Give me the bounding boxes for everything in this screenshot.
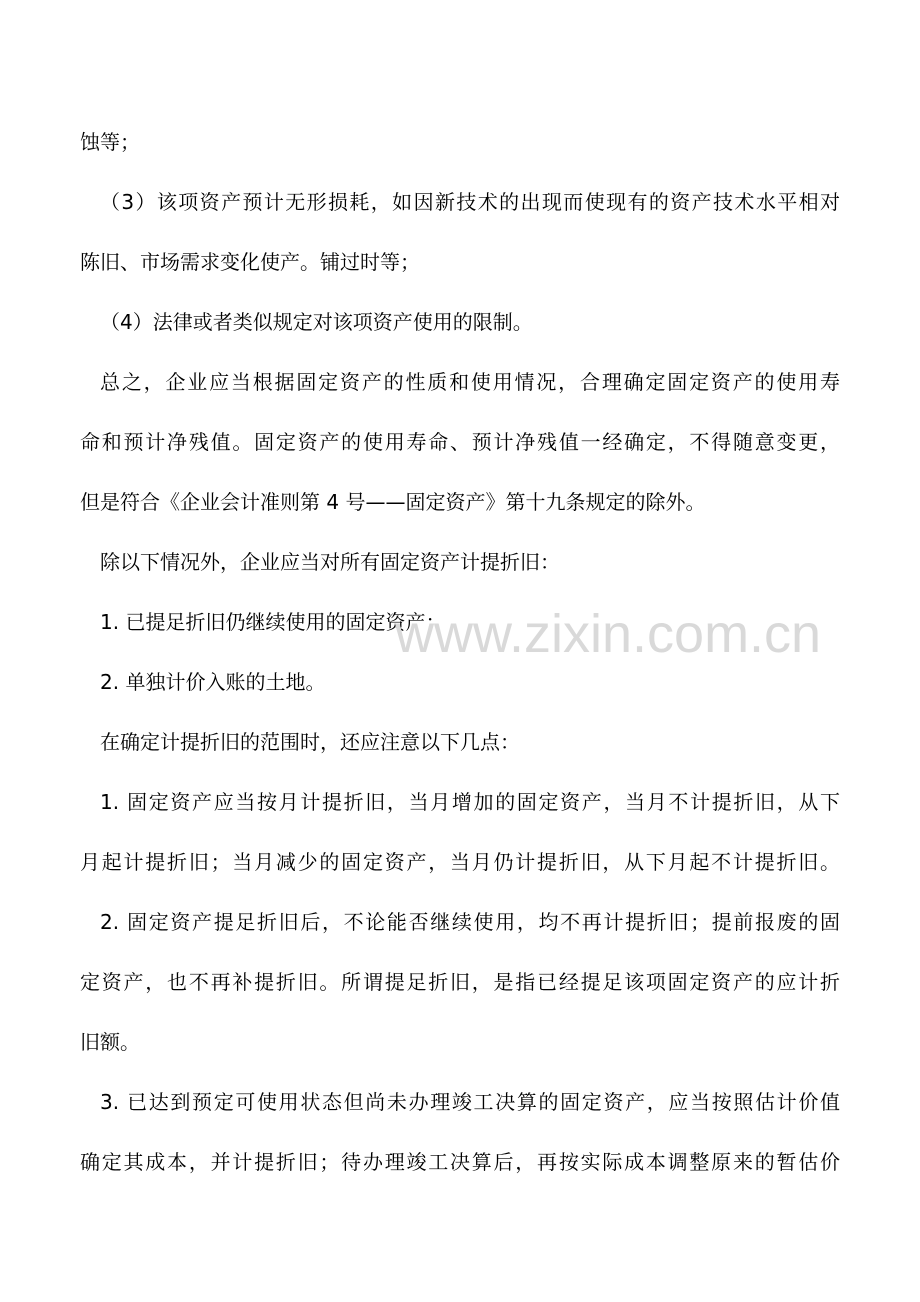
paragraph-line-4: （4）法律或者类似规定对该项资产使用的限制。 xyxy=(100,310,533,334)
list-item-point-2-line-3: 旧额。 xyxy=(80,1030,140,1054)
paragraph-line-6: 命和预计净残值。固定资产的使用寿命、预计净残值一经确定，不得随意变更， xyxy=(80,430,840,454)
list-item-point-2-line-1: 2. 固定资产提足折旧后，不论能否继续使用，均不再计提折旧；提前报废的固 xyxy=(100,910,840,934)
list-item-point-2-line-2: 定资产，也不再补提折旧。所谓提足折旧，是指已经提足该项固定资产的应计折 xyxy=(80,970,840,994)
list-item-2: 2. 单独计价入账的土地。 xyxy=(100,670,326,694)
list-item-point-3-line-2: 确定其成本，并计提折旧；待办理竣工决算后，再按实际成本调整原来的暂估价 xyxy=(80,1150,840,1174)
list-item-1: 1. 已提足折旧仍继续使用的固定资产； xyxy=(100,610,446,634)
list-item-point-3-line-1: 3. 已达到预定可使用状态但尚未办理竣工决算的固定资产，应当按照估计价值 xyxy=(100,1090,840,1114)
paragraph-line-5: 总之，企业应当根据固定资产的性质和使用情况，合理确定固定资产的使用寿 xyxy=(100,370,840,394)
paragraph-line-8: 除以下情况外，企业应当对所有固定资产计提折旧： xyxy=(100,550,560,574)
list-item-point-1-line-1: 1. 固定资产应当按月计提折旧，当月增加的固定资产，当月不计提折旧，从下 xyxy=(100,790,840,814)
paragraph-line-3: 陈旧、市场需求变化使产。铺过时等； xyxy=(80,250,420,274)
paragraph-line-2: （3）该项资产预计无形损耗，如因新技术的出现而使现有的资产技术水平相对 xyxy=(100,190,840,214)
list-item-point-1-line-2: 月起计提折旧；当月减少的固定资产，当月仍计提折旧，从下月起不计提折旧。 xyxy=(80,850,840,874)
paragraph-line-1: 蚀等； xyxy=(80,130,140,154)
paragraph-line-9: 在确定计提折旧的范围时，还应注意以下几点： xyxy=(100,730,520,754)
watermark: www.zixin.com.cn xyxy=(395,604,822,664)
paragraph-line-7: 但是符合《企业会计准则第 4 号——固定资产》第十九条规定的除外。 xyxy=(80,490,706,514)
